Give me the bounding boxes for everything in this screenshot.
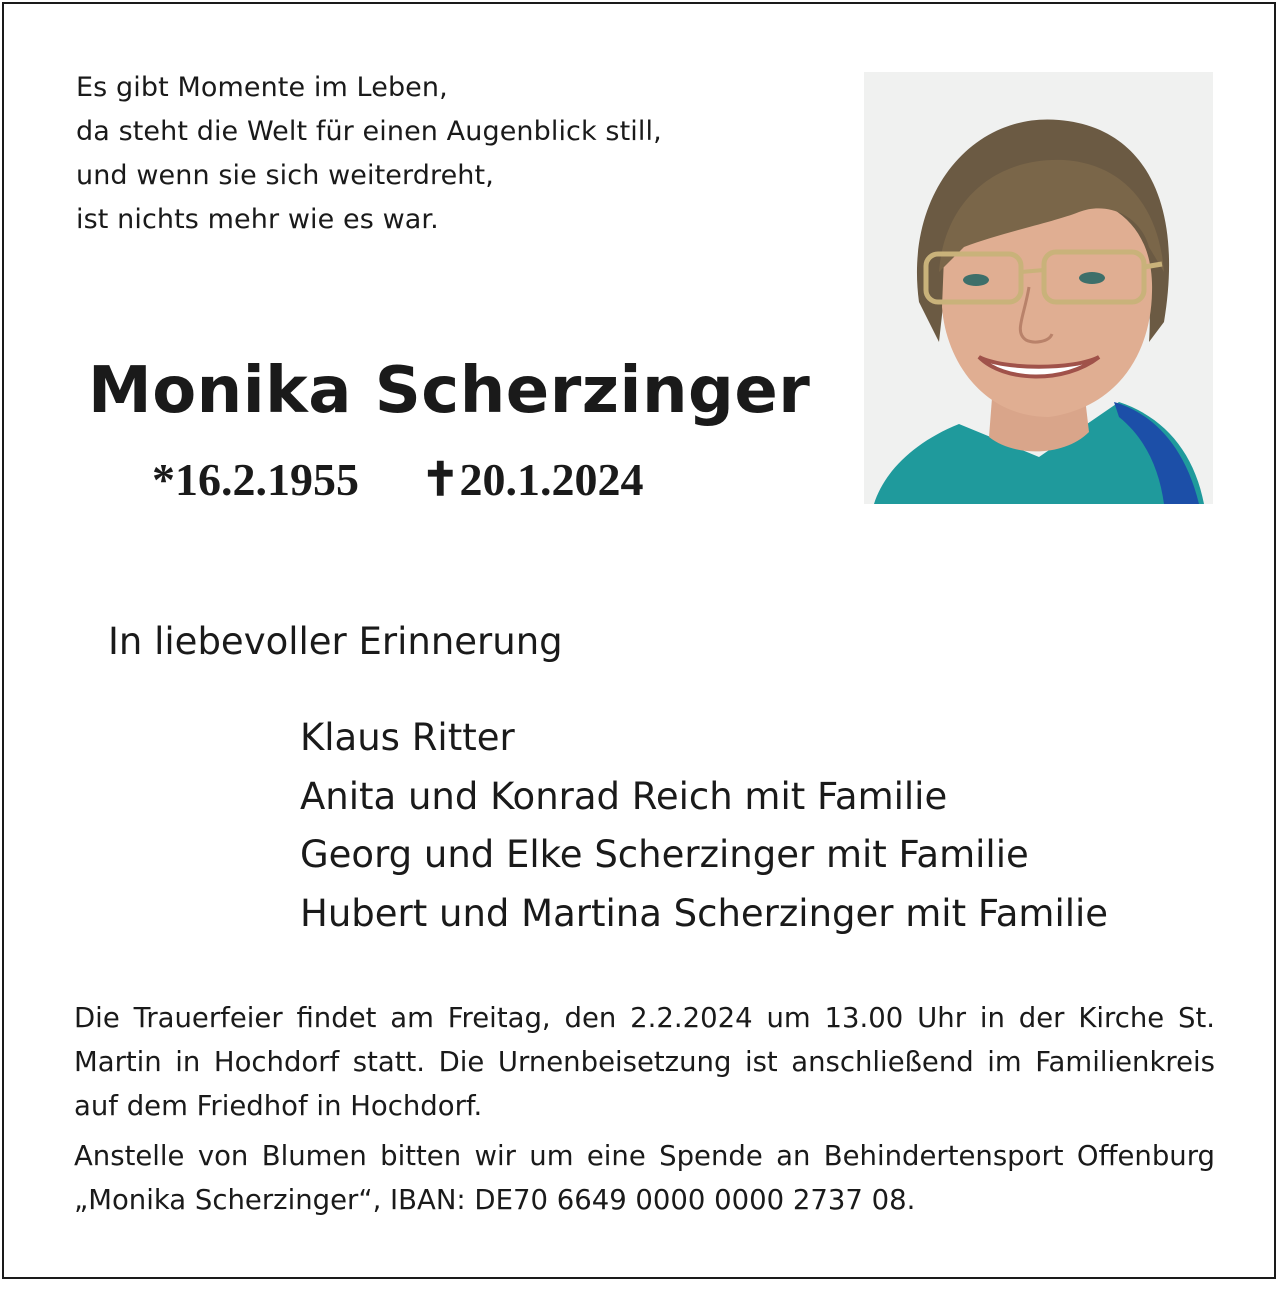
mourner-name: Hubert und Martina Scherzinger mit Familie xyxy=(300,891,1109,935)
funeral-info: Die Trauerfeier findet am Freitag, den 2.2.2024 um 13.00 Uhr in der Kirche St. Martin in Hochdorf statt. Die Urnenbeisetzung ist anschließend im Familienkreis auf dem Friedhof in Hochdorf. xyxy=(74,1002,1215,1122)
life-dates xyxy=(152,452,644,506)
poem-line: Es gibt Momente im Leben, xyxy=(76,72,448,103)
mourners-list xyxy=(300,709,1108,943)
mourner-name: Anita und Konrad Reich mit Familie xyxy=(300,774,948,818)
poem xyxy=(76,66,662,242)
mourner-name: Georg und Elke Scherzinger mit Familie xyxy=(300,833,1029,876)
portrait-photo xyxy=(864,72,1213,504)
portrait-illustration xyxy=(864,72,1213,504)
deceased-name: Monika Scherzinger xyxy=(88,354,811,428)
obituary-notice xyxy=(2,2,1276,1279)
poem-line: ist nichts mehr wie es war. xyxy=(76,204,439,235)
death-date: ✝20.1.2024 xyxy=(421,454,644,505)
donation-info: Anstelle von Blumen bitten wir um eine Spende an Behindertensport Offenburg „Monika Scherzinger“, IBAN: DE70 6649 0000 0000 2737 08. xyxy=(74,1140,1215,1216)
memory-line: In liebevoller Erinnerung xyxy=(108,620,563,663)
mourner-name: Klaus Ritter xyxy=(300,716,515,759)
birth-date: *16.2.1955 xyxy=(152,454,359,505)
poem-line: da steht die Welt für einen Augenblick still, xyxy=(76,116,662,147)
poem-line: und wenn sie sich weiterdreht, xyxy=(76,160,494,191)
